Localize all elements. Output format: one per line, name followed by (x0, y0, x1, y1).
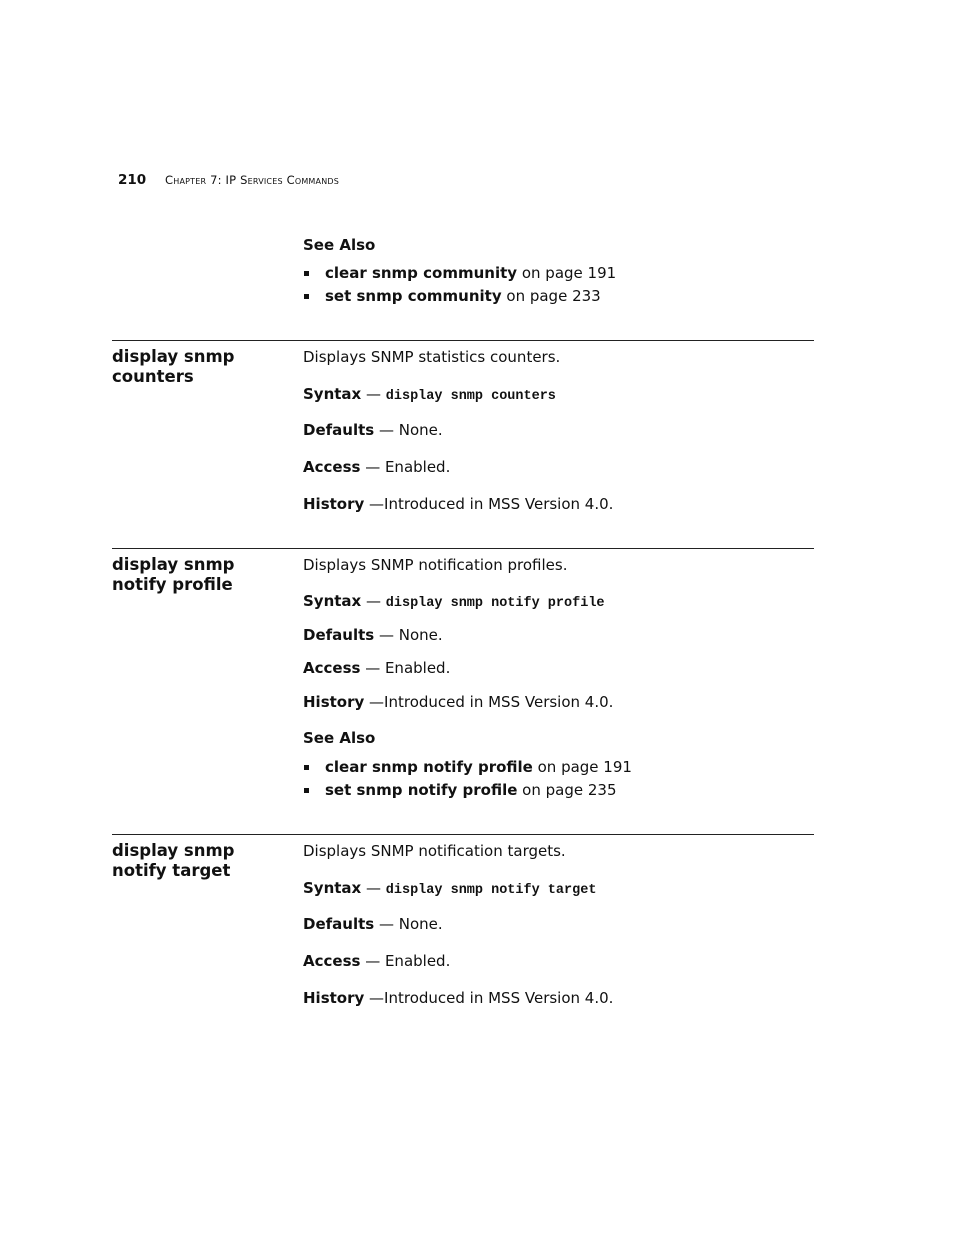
history-line: History —Introduced in MSS Version 4.0. (303, 989, 614, 1007)
syntax-command: display snmp notify target (385, 883, 597, 898)
bullet-icon (304, 271, 309, 276)
see-also-link[interactable]: clear snmp community (325, 264, 518, 282)
defaults-line: Defaults — None. (303, 626, 443, 644)
chapter-title: Chapter 7: IP Services Commands (165, 173, 340, 187)
bullet-icon (304, 765, 309, 770)
page-ref: on page 233 (506, 287, 601, 305)
see-also-item (325, 264, 616, 282)
see-also-item (325, 758, 632, 776)
access-line: Access — Enabled. (303, 659, 451, 677)
history-line: History —Introduced in MSS Version 4.0. (303, 495, 614, 513)
page-ref: on page 191 (521, 264, 617, 282)
bullet-icon (304, 788, 309, 793)
section-description: Displays SNMP notification profiles. (303, 556, 568, 574)
access-line: Access — Enabled. (303, 952, 451, 970)
section-description: Displays SNMP statistics counters. (303, 348, 561, 366)
syntax-command: display snmp counters (385, 389, 556, 404)
page-ref: on page 235 (522, 781, 617, 799)
syntax-line: Syntax — display snmp notify profile (303, 592, 605, 611)
section-title: display snmp counters (112, 347, 235, 386)
see-also-item (325, 781, 617, 799)
section-divider (112, 340, 814, 341)
access-line: Access — Enabled. (303, 458, 451, 476)
section-description: Displays SNMP notification targets. (303, 842, 566, 860)
syntax-line: Syntax — display snmp counters (303, 385, 556, 404)
defaults-line: Defaults — None. (303, 915, 443, 933)
see-also-heading: See Also (303, 236, 376, 254)
see-also-link[interactable]: clear snmp notify profile (325, 758, 533, 776)
page-ref: on page 191 (537, 758, 632, 776)
defaults-line: Defaults — None. (303, 421, 443, 439)
bullet-icon (304, 294, 309, 299)
see-also-link[interactable]: set snmp notify profile (325, 781, 518, 799)
section-title: display snmp notify target (112, 841, 235, 880)
section-divider (112, 548, 814, 549)
section-divider (112, 834, 814, 835)
page-number: 210 (118, 172, 147, 188)
history-line: History —Introduced in MSS Version 4.0. (303, 693, 614, 711)
see-also-heading: See Also (303, 729, 376, 747)
see-also-link[interactable]: set snmp community (325, 287, 502, 305)
syntax-line: Syntax — display snmp notify target (303, 879, 597, 898)
see-also-item (325, 287, 601, 305)
syntax-command: display snmp notify profile (385, 596, 605, 611)
section-title: display snmp notify profile (112, 555, 235, 594)
